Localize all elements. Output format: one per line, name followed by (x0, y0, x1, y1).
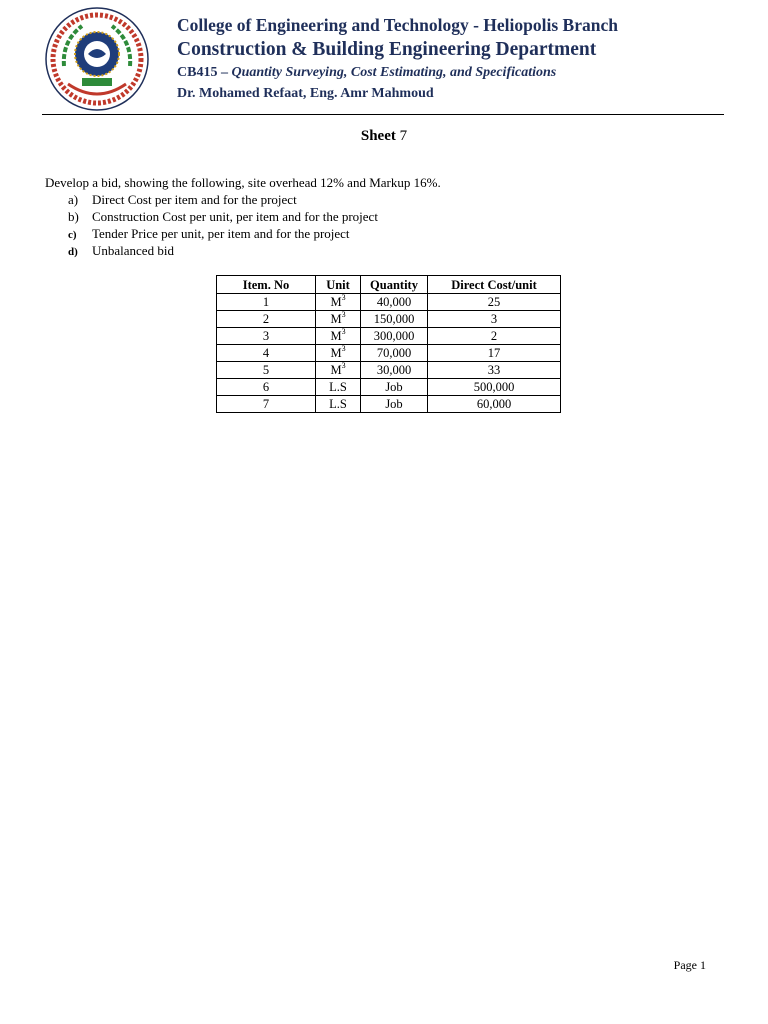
table-row (217, 294, 561, 311)
sheet-label: Sheet (360, 128, 396, 144)
list-item-text: Tender Price per unit, per item and for the project (92, 226, 350, 241)
direct-cost-table (216, 275, 561, 413)
cell-item-no: 7 (217, 396, 316, 413)
table-header-row (217, 276, 561, 294)
problem-intro: Develop a bid, showing the following, site overhead 12% and Markup 16%. (45, 175, 441, 190)
cell-quantity: 300,000 (361, 328, 428, 345)
cell-unit: $M^3$ (316, 345, 361, 362)
table-row (217, 362, 561, 379)
list-marker: d) (68, 246, 78, 258)
cell-unit: $M^3$ (316, 294, 361, 311)
list-marker: a) (68, 192, 79, 207)
sheet-title (0, 128, 768, 145)
cell-unit: $M^3$ (316, 328, 361, 345)
column-header-unit: Unit (316, 276, 361, 294)
cell-quantity: 70,000 (361, 345, 428, 362)
cell-direct-cost: 33 (428, 362, 561, 379)
list-item-text: Unbalanced bid (92, 243, 174, 258)
list-item (68, 191, 378, 208)
list-marker: b) (68, 209, 79, 224)
header-divider (42, 114, 724, 115)
table-row (217, 328, 561, 345)
cell-item-no: 4 (217, 345, 316, 362)
department-name: Construction & Building Engineering Department (177, 39, 597, 60)
table-row (217, 379, 561, 396)
list-item (68, 225, 378, 242)
column-header-direct-cost: Direct Cost/unit (428, 276, 561, 294)
column-header-quantity: Quantity (361, 276, 428, 294)
course-line (177, 63, 618, 83)
cell-direct-cost: 25 (428, 294, 561, 311)
column-header-item-no: Item. No (217, 276, 316, 294)
cell-quantity: Job (361, 396, 428, 413)
table-row (217, 311, 561, 328)
cell-item-no: 2 (217, 311, 316, 328)
instructors: Dr. Mohamed Refaat, Eng. Amr Mahmoud (177, 86, 434, 101)
page-header (177, 14, 618, 104)
cell-direct-cost: 500,000 (428, 379, 561, 396)
list-item (68, 208, 378, 225)
academy-emblem-icon (44, 6, 150, 112)
list-marker: c) (68, 229, 77, 241)
table-row (217, 345, 561, 362)
cell-quantity: 30,000 (361, 362, 428, 379)
cell-unit: L.S (316, 396, 361, 413)
cell-item-no: 3 (217, 328, 316, 345)
course-code: CB415 – (177, 65, 232, 80)
cell-item-no: 5 (217, 362, 316, 379)
cell-unit: $M^3$ (316, 362, 361, 379)
cell-quantity: 150,000 (361, 311, 428, 328)
sheet-number: 7 (399, 128, 408, 144)
list-item-text: Direct Cost per item and for the project (92, 192, 297, 207)
table-row (217, 396, 561, 413)
page-number: Page 1 (673, 958, 706, 972)
cell-quantity: 40,000 (361, 294, 428, 311)
cell-item-no: 1 (217, 294, 316, 311)
cell-direct-cost: 3 (428, 311, 561, 328)
college-name: College of Engineering and Technology - Heliopolis Branch (177, 15, 618, 35)
list-item (68, 242, 378, 259)
cell-quantity: Job (361, 379, 428, 396)
cell-unit: $M^3$ (316, 311, 361, 328)
cell-direct-cost: 60,000 (428, 396, 561, 413)
requirements-list (68, 191, 378, 259)
cell-item-no: 6 (217, 379, 316, 396)
cell-unit: L.S (316, 379, 361, 396)
cell-direct-cost: 2 (428, 328, 561, 345)
course-name: Quantity Surveying, Cost Estimating, and Specifications (231, 65, 557, 80)
cell-direct-cost: 17 (428, 345, 561, 362)
list-item-text: Construction Cost per unit, per item and for the project (92, 209, 378, 224)
